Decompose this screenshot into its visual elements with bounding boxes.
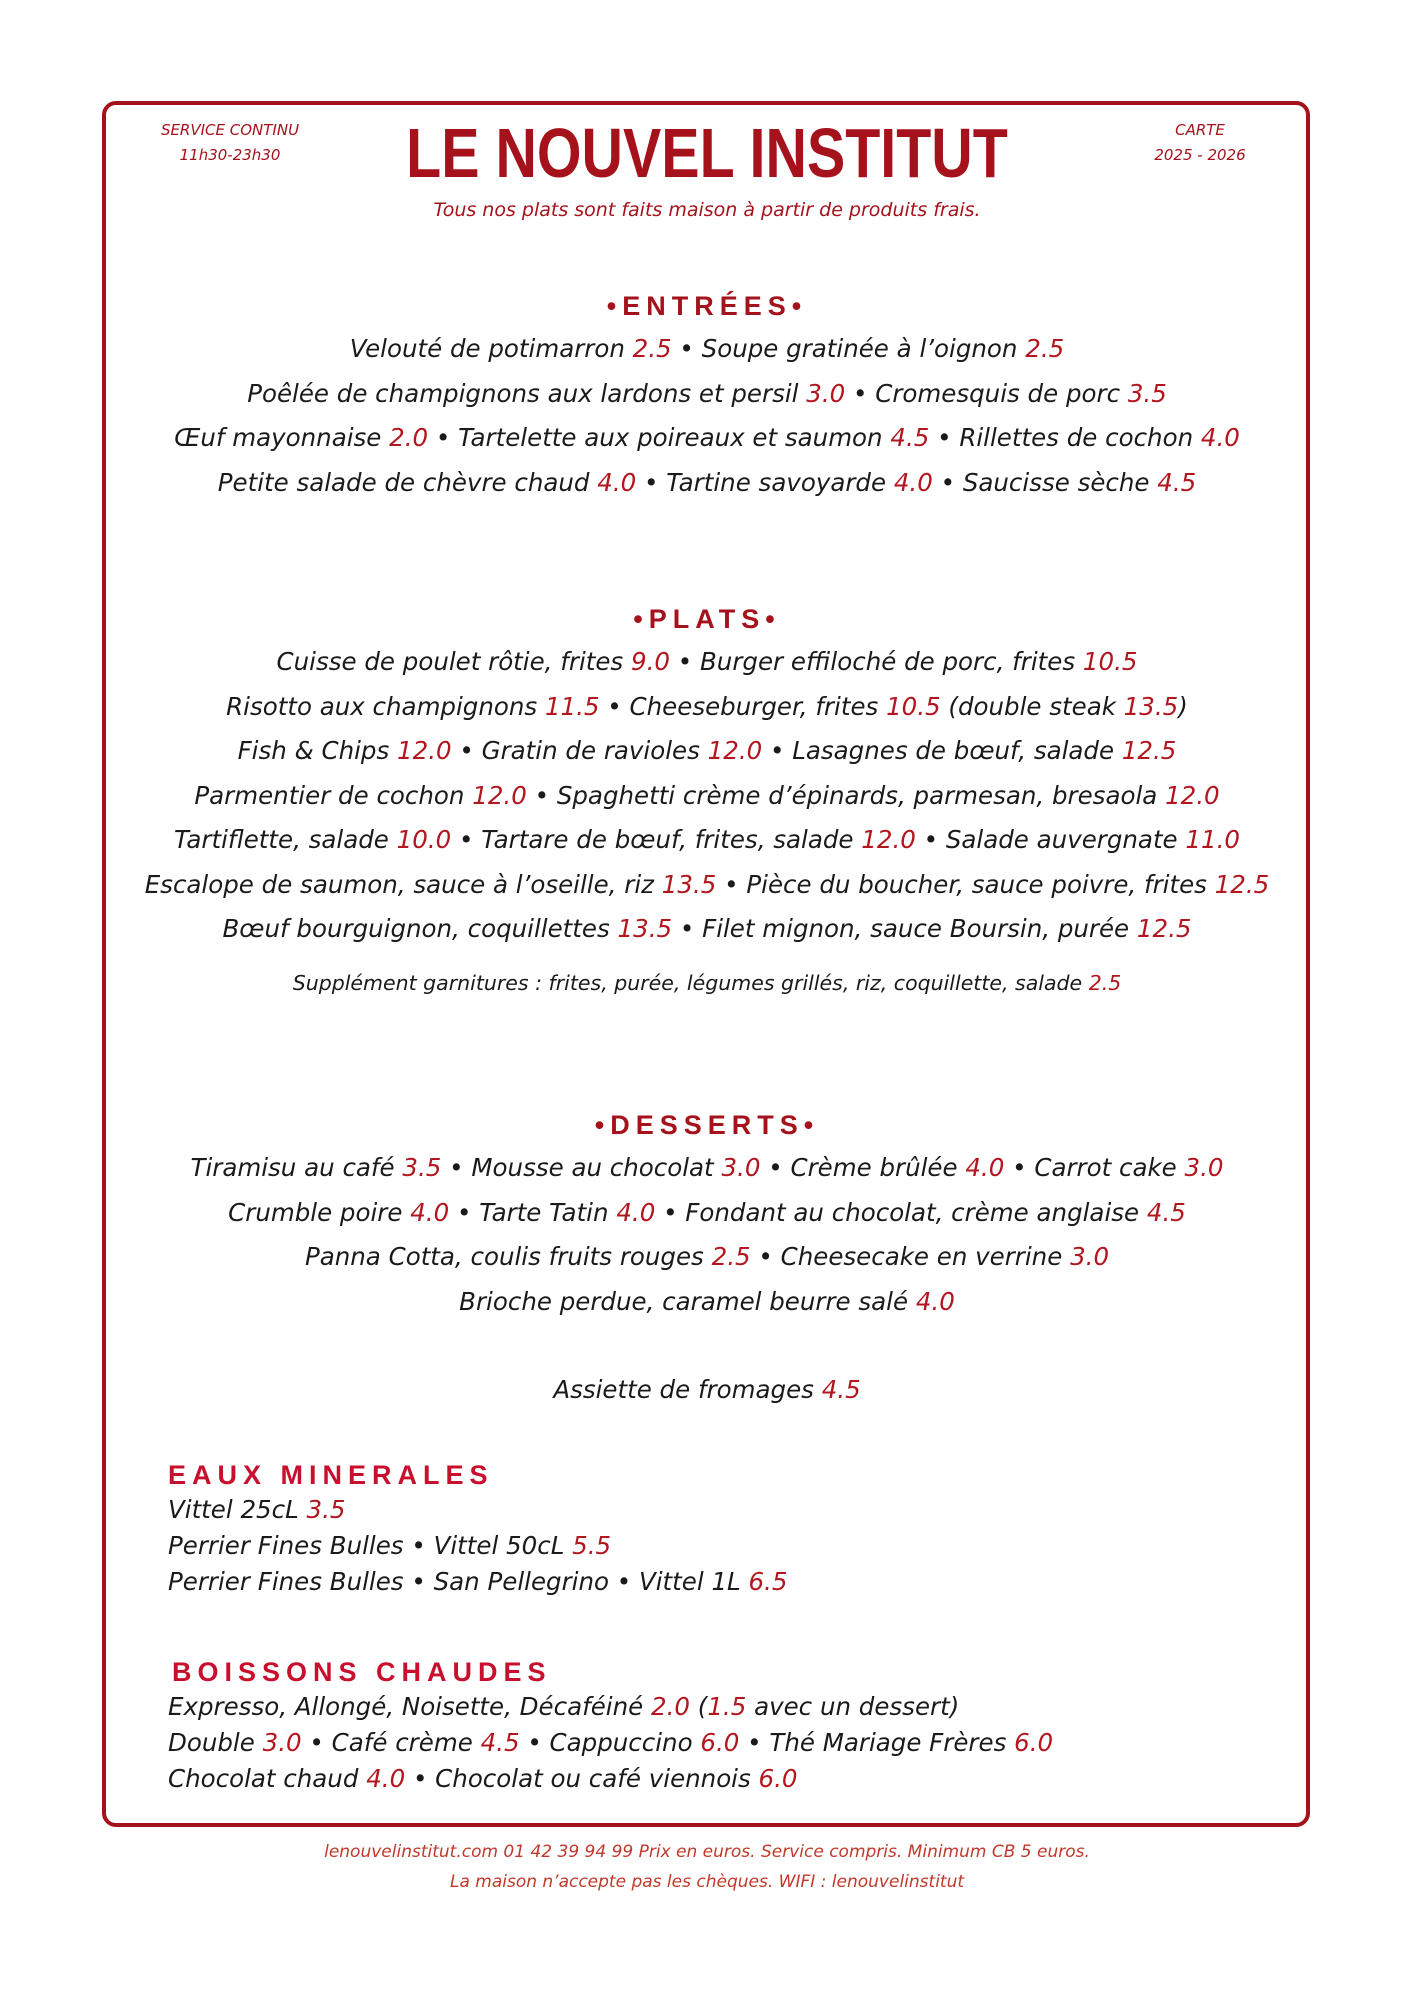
menu-line (0, 1235, 1414, 1280)
desserts-lines (0, 1146, 1414, 1324)
footer-line-2: La maison n’accepte pas les chèques. WIFI : lenouvelinstitut (449, 1872, 965, 1892)
item-price: 12.5 (1121, 736, 1177, 765)
item-text: • Rillettes de cochon (929, 423, 1201, 452)
item-text: • Thé Mariage Frères (739, 1728, 1015, 1757)
item-text: Fish & Chips (237, 736, 398, 765)
item-price: 4.5 (821, 1375, 861, 1404)
item-price: 4.5 (1146, 1197, 1186, 1227)
service-hours: 11h30-23h30 (179, 146, 281, 164)
item-text: Œuf mayonnaise (174, 423, 390, 452)
item-price: 10.0 (396, 825, 452, 854)
item-price: 3.5 (402, 1153, 442, 1182)
item-text: • Mousse au chocolat (441, 1153, 722, 1182)
item-text: • Tarte Tatin (449, 1197, 617, 1227)
item-text: • Cheesecake en verrine (750, 1242, 1071, 1271)
item-text: Assiette de fromages (553, 1375, 822, 1404)
menu-line (168, 1761, 1053, 1797)
item-text: Perrier Fines Bulles • San Pellegrino • Vittel 1L (168, 1567, 749, 1596)
service-label: SERVICE CONTINU (160, 121, 300, 139)
item-price: 12.5 (1214, 869, 1270, 899)
eaux-lines (168, 1492, 787, 1600)
eaux-title: EAUX MINERALES (168, 1460, 494, 1490)
plats-title: •PLATS• (633, 604, 781, 634)
item-price: 12.0 (397, 736, 452, 765)
footer (0, 1837, 1414, 1897)
entrees-title: •ENTRÉES• (606, 291, 808, 321)
item-text: • Burger effiloché de porc, frites (669, 647, 1083, 676)
item-text: avec un dessert) (746, 1692, 960, 1721)
restaurant-title: LE NOUVEL INSTITUT (406, 114, 1008, 192)
item-price: 3.5 (1127, 378, 1167, 408)
item-price: 3.0 (806, 378, 846, 408)
item-text: Cuisse de poulet rôtie, frites (276, 647, 631, 676)
desserts-section (0, 1108, 1414, 1413)
item-price: 3.0 (1184, 1153, 1224, 1182)
item-text: • Tartelette aux poireaux et saumon (428, 423, 891, 452)
item-text: Brioche perdue, caramel beurre salé (459, 1286, 916, 1316)
item-price: 2.5 (1025, 334, 1065, 363)
item-text: ( (689, 1692, 708, 1721)
item-text: • Fondant au chocolat, crème anglaise (655, 1197, 1147, 1227)
item-price: 4.5 (480, 1728, 520, 1757)
item-price: 10.5 (886, 691, 941, 721)
item-price: 2.5 (632, 334, 672, 363)
plats-section (0, 602, 1414, 998)
menu-line (0, 774, 1414, 819)
carte-years: 2025 - 2026 (1154, 146, 1246, 164)
item-text: Panna Cotta, coulis fruits rouges (304, 1242, 712, 1271)
item-text: • Cromesquis de porc (845, 378, 1128, 408)
item-price: 4.0 (410, 1197, 450, 1227)
menu-line (0, 1280, 1414, 1325)
item-text: • Carrot cake (1004, 1153, 1185, 1182)
item-text: • Saucisse sèche (932, 467, 1158, 497)
entrees-lines (0, 327, 1414, 505)
eaux-section (168, 1458, 787, 1600)
item-price: 2.5 (711, 1242, 751, 1271)
menu-line (0, 863, 1414, 908)
item-price: 4.5 (890, 423, 930, 452)
item-price: 3.0 (262, 1728, 302, 1757)
item-price: 4.0 (616, 1197, 656, 1227)
desserts-title: •DESSERTS• (594, 1110, 820, 1140)
item-text: Double (168, 1728, 263, 1757)
item-text: Tartiflette, salade (174, 825, 397, 854)
item-price: 4.0 (965, 1153, 1005, 1182)
item-price: 10.5 (1082, 647, 1138, 676)
menu-line (0, 327, 1414, 372)
item-text: Bœuf bourguignon, coquillettes (222, 914, 618, 943)
subtitle: Tous nos plats sont faits maison à partir de produits frais. (433, 199, 981, 221)
item-price: 3.5 (306, 1495, 346, 1524)
item-price: 12.0 (707, 736, 763, 765)
boissons-title: BOISSONS CHAUDES (172, 1657, 552, 1687)
item-price: 2.5 (1088, 970, 1122, 995)
item-text: • Filet mignon, sauce Boursin, purée (672, 914, 1137, 943)
menu-line (0, 1368, 1414, 1413)
item-price: 4.0 (1200, 423, 1240, 452)
item-price: 4.5 (1157, 467, 1197, 497)
item-text: • Lasagnes de bœuf, salade (762, 736, 1122, 765)
menu-line (0, 416, 1414, 461)
item-price: 13.5 (1123, 691, 1179, 721)
menu-line (0, 907, 1414, 952)
item-text: Crumble poire (228, 1197, 411, 1227)
item-price: 4.0 (915, 1286, 955, 1316)
item-text: • Tartare de bœuf, frites, salade (451, 825, 862, 854)
item-price: 4.0 (893, 467, 933, 497)
item-price: 6.0 (700, 1728, 740, 1757)
menu-line (168, 1564, 787, 1600)
fromages-line (0, 1368, 1414, 1413)
item-text: Parmentier de cochon (194, 780, 473, 810)
item-price: 6.0 (1014, 1728, 1054, 1757)
item-text: Tiramisu au café (190, 1153, 403, 1182)
menu-line (168, 1528, 787, 1564)
item-text: • Café crème (301, 1728, 481, 1757)
item-text: • Cappuccino (519, 1728, 701, 1757)
item-price: 4.0 (597, 467, 637, 497)
item-text: • Tartine savoyarde (636, 467, 894, 497)
item-text: • Crème brûlée (760, 1153, 966, 1182)
carte-info (1100, 118, 1300, 168)
item-price: 13.5 (617, 914, 673, 943)
menu-line (0, 372, 1414, 417)
item-text: Perrier Fines Bulles • Vittel 50cL (168, 1531, 573, 1560)
item-text: Vittel 25cL (168, 1495, 307, 1524)
menu-line (0, 1191, 1414, 1236)
menu-line (0, 685, 1414, 730)
menu-line (0, 461, 1414, 506)
item-text: Petite salade de chèvre chaud (217, 467, 598, 497)
item-text: ) (1178, 691, 1188, 721)
item-price: 2.0 (389, 423, 429, 452)
item-text: • Soupe gratinée à l’oignon (671, 334, 1026, 363)
item-price: 9.0 (630, 647, 670, 676)
menu-line (168, 1492, 787, 1528)
plats-lines (0, 640, 1414, 952)
item-text: • Cheeseburger, frites (599, 691, 887, 721)
item-text: Velouté de potimarron (349, 334, 633, 363)
item-text: Escalope de saumon, sauce à l’oseille, riz (144, 869, 662, 899)
item-price: 12.0 (1165, 780, 1220, 810)
item-text: • Chocolat ou café viennois (405, 1764, 759, 1793)
item-text: Chocolat chaud (168, 1764, 367, 1793)
item-price: 3.0 (1070, 1242, 1110, 1271)
entrees-section (0, 289, 1414, 505)
item-price: 13.5 (661, 869, 717, 899)
item-price: 3.0 (721, 1153, 761, 1182)
menu-line (0, 968, 1414, 998)
menu-line (0, 818, 1414, 863)
boissons-section (168, 1655, 1053, 1797)
item-price: 2.0 (651, 1692, 690, 1721)
menu-line (0, 1146, 1414, 1191)
item-text: Poêlée de champignons aux lardons et persil (247, 378, 807, 408)
item-text: • Gratin de ravioles (451, 736, 708, 765)
item-text: Expresso, Allongé, Noisette, Décaféiné (168, 1692, 652, 1721)
item-text: (double steak (940, 691, 1124, 721)
item-price: 6.0 (758, 1764, 798, 1793)
item-price: 1.5 (707, 1692, 747, 1721)
menu-line (168, 1689, 1053, 1725)
item-price: 11.0 (1185, 825, 1240, 854)
item-text: • Salade auvergnate (915, 825, 1186, 854)
item-price: 6.5 (748, 1567, 788, 1596)
footer-line-1: lenouvelinstitut.com 01 42 39 94 99 Prix en euros. Service compris. Minimum CB 5 euros. (324, 1842, 1090, 1862)
item-text: Supplément garnitures : frites, purée, légumes grillés, riz, coquillette, salade (292, 970, 1089, 995)
item-price: 11.5 (544, 691, 600, 721)
item-price: 5.5 (572, 1531, 612, 1560)
menu-line (0, 640, 1414, 685)
item-text: • Spaghetti crème d’épinards, parmesan, bresaola (526, 780, 1166, 810)
item-price: 12.0 (861, 825, 916, 854)
supplement-note (0, 968, 1414, 998)
item-text: • Pièce du boucher, sauce poivre, frites (716, 869, 1215, 899)
item-price: 4.0 (366, 1764, 406, 1793)
carte-label: CARTE (1175, 121, 1225, 139)
boissons-lines (168, 1689, 1053, 1797)
item-text: Risotto aux champignons (226, 691, 545, 721)
item-price: 12.0 (472, 780, 527, 810)
menu-line (168, 1725, 1053, 1761)
item-price: 12.5 (1136, 914, 1192, 943)
menu-line (0, 729, 1414, 774)
